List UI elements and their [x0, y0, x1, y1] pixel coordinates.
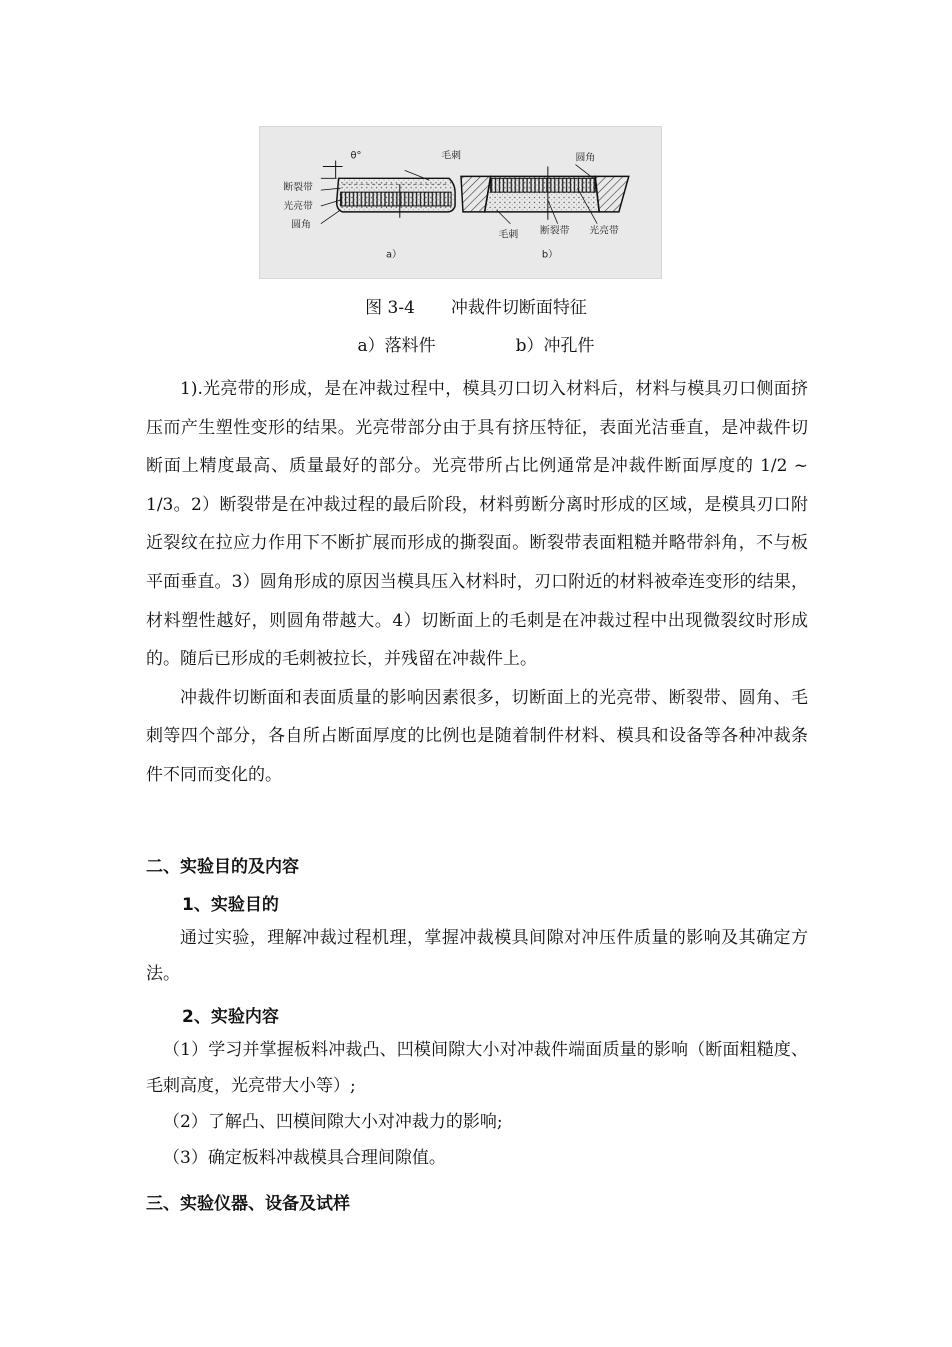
bright-zone-label-b: 光亮带 — [589, 225, 619, 237]
rounded-corner-label-b: 圆角 — [575, 152, 596, 164]
burr-label-a: 毛刺 — [441, 150, 461, 162]
section-2-1-heading: 1、实验目的 — [182, 895, 279, 915]
paragraph-bright-zone: 1).光亮带的形成，是在冲裁过程中，模具刃口切入材料后，材料与模具刃口侧面挤压而产生塑性变形的结果。光亮带部分由于具有挤压特征，表面光洁垂直，是冲裁件切断面上精度最高、质量最好的部分。光亮带所占比例通常是冲裁件断面厚度的 1/2 ~ 1/3。2）断裂带是在冲裁过程的最后阶段，材料剪断分离时形成的区域，是模具刃口附近裂纹在拉应力作用下不断扩展而形成的撕裂面。断裂带表面粗糙并略带斜角，不与板平面垂直。3）圆角形成的原因当模具压入材料时，刃口附近的材料被牵连变形的结果，材料塑性越好，则圆角带越大。4）切断面上的毛刺是在冲裁过程中出现微裂纹时形成的。随后已形成的毛刺被拉长，并残留在冲裁件上。 — [146, 379, 808, 670]
hole-part-b — [461, 165, 629, 224]
blank-part-a — [321, 161, 455, 224]
bright-zone-label-a: 光亮带 — [283, 200, 313, 212]
figure-number: 图 3-4 — [365, 298, 415, 318]
figure-3-4 — [259, 126, 662, 279]
purpose-paragraph: 通过实验，理解冲裁过程机理，掌握冲裁模具间隙对冲压件质量的影响及其确定方法。 — [146, 928, 808, 984]
section-2-1-text — [146, 920, 808, 992]
rounded-corner-label-a: 圆角 — [291, 219, 311, 231]
subfigure-b-label: b） — [541, 249, 559, 261]
subfigure-a-label: a） — [385, 249, 402, 261]
fracture-zone-label-a: 断裂带 — [283, 182, 313, 194]
section-2-heading: 二、实验目的及内容 — [146, 857, 299, 877]
subcaption-b: b）冲孔件 — [515, 336, 595, 356]
fracture-zone-label-b: 断裂带 — [539, 225, 570, 237]
content-item-1: （1）学习并掌握板料冲裁凸、凹模间隙大小对冲裁件端面质量的影响（断面粗糙度、毛刺高度，光亮带大小等）; — [146, 1040, 808, 1096]
figure-subcaption — [0, 336, 952, 356]
cross-section-diagram — [260, 127, 661, 278]
section-3-heading: 三、实验仪器、设备及试样 — [146, 1194, 350, 1214]
body-text — [146, 370, 808, 795]
content-item-2: （2）了解凸、凹模间隙大小对冲裁力的影响; — [163, 1112, 503, 1132]
content-items — [146, 1032, 808, 1176]
theta-label: θ° — [350, 150, 362, 162]
burr-label-b: 毛刺 — [498, 229, 519, 241]
figure-caption — [0, 298, 952, 318]
section-2-2-heading: 2、实验内容 — [182, 1007, 279, 1027]
subcaption-a: a）落料件 — [357, 336, 436, 356]
figure-title: 冲裁件切断面特征 — [450, 298, 587, 318]
content-item-3: （3）确定板料冲裁模具合理间隙值。 — [163, 1148, 446, 1168]
paragraph-influence-factors: 冲裁件切断面和表面质量的影响因素很多，切断面上的光亮带、断裂带、圆角、毛刺等四个部分，各自所占断面厚度的比例也是随着制件材料、模具和设备等各种冲裁条件不同而变化的。 — [146, 687, 808, 785]
